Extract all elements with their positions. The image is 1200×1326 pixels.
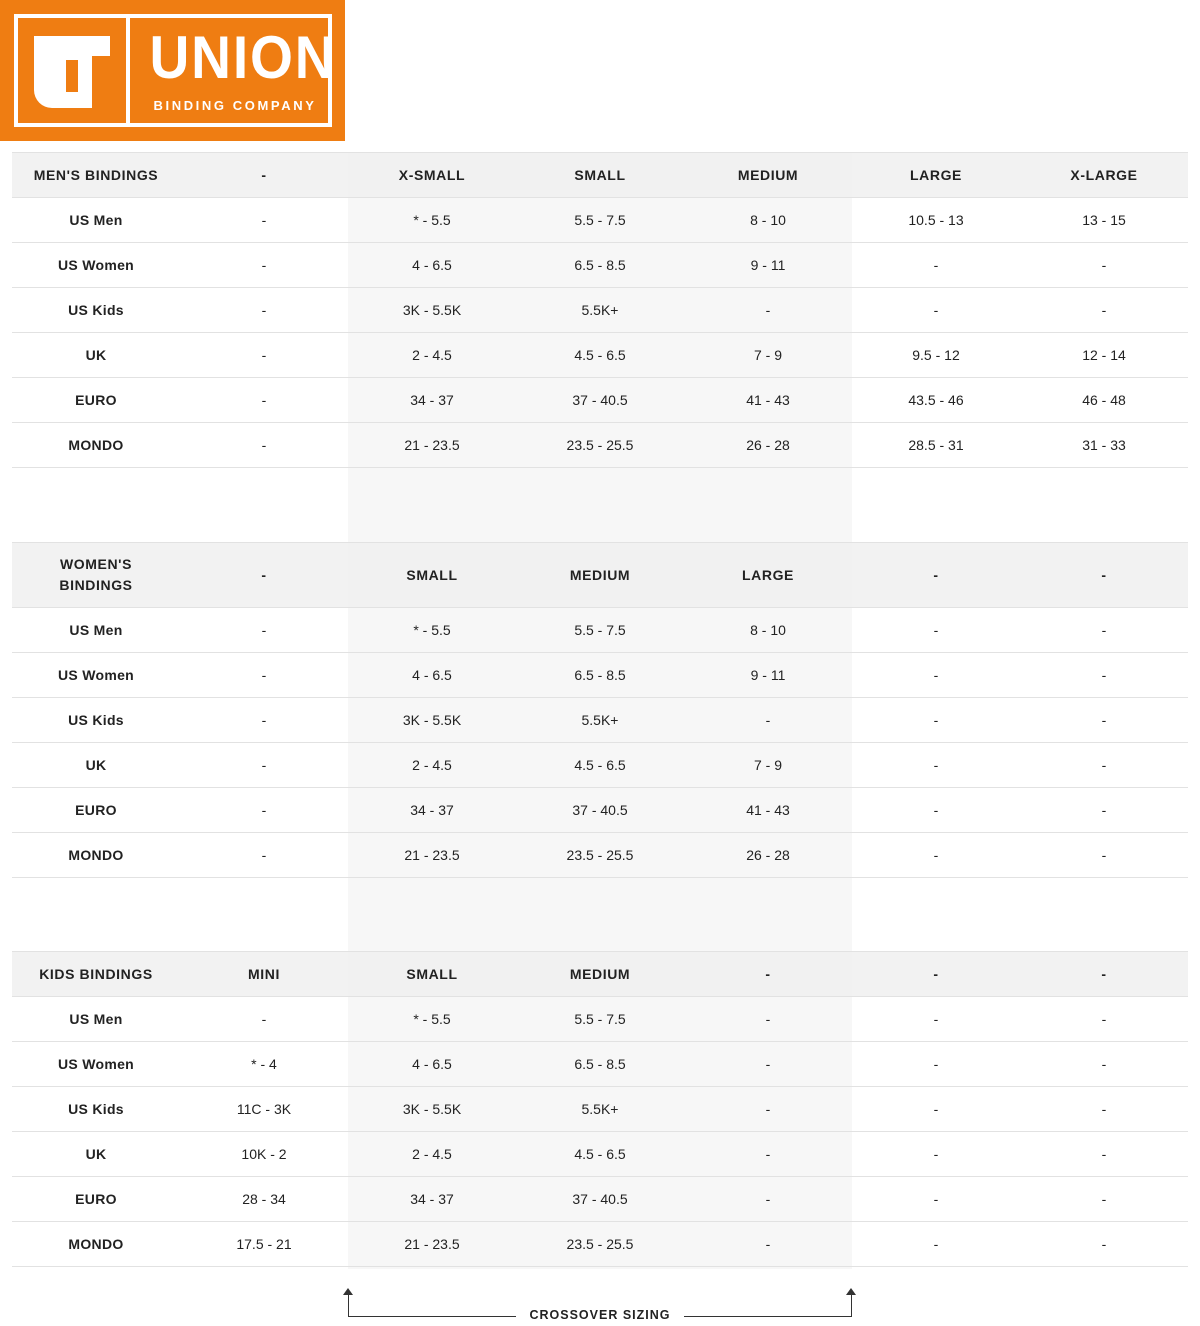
size-cell: - <box>1020 243 1188 288</box>
size-column-header: - <box>180 543 348 608</box>
table-row <box>12 608 1188 653</box>
size-cell: - <box>684 288 852 333</box>
size-cell: - <box>684 997 852 1042</box>
table-row <box>12 653 1188 698</box>
size-cell: - <box>180 423 348 468</box>
size-cell: - <box>180 608 348 653</box>
size-cell: 46 - 48 <box>1020 378 1188 423</box>
size-cell: - <box>180 243 348 288</box>
size-cell: - <box>180 997 348 1042</box>
size-column-header: MINI <box>180 952 348 997</box>
size-cell: - <box>1020 288 1188 333</box>
size-cell: 10K - 2 <box>180 1132 348 1177</box>
row-label: US Women <box>12 243 180 288</box>
table-row <box>12 997 1188 1042</box>
table-row <box>12 1177 1188 1222</box>
size-cell: 23.5 - 25.5 <box>516 1222 684 1267</box>
size-cell: 34 - 37 <box>348 788 516 833</box>
size-cell: * - 4 <box>180 1042 348 1087</box>
size-cell: 5.5K+ <box>516 1087 684 1132</box>
size-cell: 4 - 6.5 <box>348 1042 516 1087</box>
size-column-header: MEDIUM <box>516 543 684 608</box>
row-label: UK <box>12 333 180 378</box>
size-column-header: - <box>684 952 852 997</box>
row-label: US Women <box>12 653 180 698</box>
row-label: MONDO <box>12 833 180 878</box>
size-cell: - <box>1020 1177 1188 1222</box>
size-cell: 28.5 - 31 <box>852 423 1020 468</box>
size-cell: 8 - 10 <box>684 608 852 653</box>
table-row <box>12 833 1188 878</box>
size-cell: 7 - 9 <box>684 333 852 378</box>
size-cell: 5.5K+ <box>516 288 684 333</box>
size-cell: 6.5 - 8.5 <box>516 1042 684 1087</box>
row-label: UK <box>12 1132 180 1177</box>
size-cell: 17.5 - 21 <box>180 1222 348 1267</box>
row-label: US Kids <box>12 698 180 743</box>
size-cell: - <box>1020 698 1188 743</box>
size-cell: - <box>1020 608 1188 653</box>
size-cell: * - 5.5 <box>348 997 516 1042</box>
row-label: US Women <box>12 1042 180 1087</box>
size-column-header: SMALL <box>516 153 684 198</box>
size-cell: - <box>180 333 348 378</box>
size-cell: - <box>1020 833 1188 878</box>
size-cell: - <box>684 698 852 743</box>
size-cell: 21 - 23.5 <box>348 1222 516 1267</box>
crossover-right-arrow-icon <box>846 1288 856 1295</box>
logo-frame <box>14 14 337 127</box>
size-cell: - <box>684 1087 852 1132</box>
size-cell: 4 - 6.5 <box>348 243 516 288</box>
size-cell: - <box>852 743 1020 788</box>
size-cell: - <box>180 378 348 423</box>
union-u-mark-icon <box>30 30 114 114</box>
size-cell: 9.5 - 12 <box>852 333 1020 378</box>
size-column-header: - <box>852 952 1020 997</box>
mens-size-table <box>12 152 1188 468</box>
size-cell: 41 - 43 <box>684 378 852 423</box>
table-title: KIDS BINDINGS <box>12 952 180 997</box>
size-cell: 2 - 4.5 <box>348 333 516 378</box>
size-cell: 4.5 - 6.5 <box>516 333 684 378</box>
row-label: US Men <box>12 608 180 653</box>
size-cell: - <box>684 1222 852 1267</box>
size-cell: 43.5 - 46 <box>852 378 1020 423</box>
size-cell: 4.5 - 6.5 <box>516 1132 684 1177</box>
size-cell: - <box>180 833 348 878</box>
size-cell: 5.5 - 7.5 <box>516 608 684 653</box>
row-label: US Kids <box>12 288 180 333</box>
size-column-header: X-SMALL <box>348 153 516 198</box>
size-cell: 12 - 14 <box>1020 333 1188 378</box>
size-cell: 4.5 - 6.5 <box>516 743 684 788</box>
size-cell: 2 - 4.5 <box>348 743 516 788</box>
size-column-header: MEDIUM <box>684 153 852 198</box>
size-column-header: LARGE <box>684 543 852 608</box>
row-label: US Men <box>12 198 180 243</box>
crossover-left-arrow-icon <box>343 1288 353 1295</box>
size-cell: 7 - 9 <box>684 743 852 788</box>
size-column-header: - <box>1020 543 1188 608</box>
size-cell: - <box>852 608 1020 653</box>
size-cell: - <box>1020 788 1188 833</box>
size-cell: - <box>1020 1042 1188 1087</box>
size-cell: 5.5 - 7.5 <box>516 198 684 243</box>
size-cell: - <box>852 1042 1020 1087</box>
logo-tagline: BINDING COMPANY <box>153 98 317 113</box>
size-cell: - <box>684 1177 852 1222</box>
size-cell: 6.5 - 8.5 <box>516 653 684 698</box>
table-header-row <box>12 153 1188 198</box>
table-row <box>12 1087 1188 1132</box>
union-logo <box>0 0 345 141</box>
logo-divider <box>126 18 130 123</box>
row-label: US Men <box>12 997 180 1042</box>
size-column-header: SMALL <box>348 952 516 997</box>
size-cell: - <box>852 288 1020 333</box>
size-cell: 28 - 34 <box>180 1177 348 1222</box>
size-cell: 26 - 28 <box>684 423 852 468</box>
table-header-row <box>12 952 1188 997</box>
size-cell: - <box>1020 997 1188 1042</box>
row-label: MONDO <box>12 1222 180 1267</box>
size-cell: 37 - 40.5 <box>516 788 684 833</box>
size-column-header: LARGE <box>852 153 1020 198</box>
size-column-header: MEDIUM <box>516 952 684 997</box>
size-cell: 5.5 - 7.5 <box>516 997 684 1042</box>
size-column-header: X-LARGE <box>1020 153 1188 198</box>
size-cell: - <box>852 1222 1020 1267</box>
table-row <box>12 243 1188 288</box>
size-column-header: - <box>1020 952 1188 997</box>
size-cell: 26 - 28 <box>684 833 852 878</box>
table-row <box>12 288 1188 333</box>
row-label: EURO <box>12 788 180 833</box>
crossover-left-rule <box>348 1316 516 1317</box>
womens-size-table <box>12 542 1188 878</box>
table-row <box>12 1132 1188 1177</box>
size-cell: - <box>852 997 1020 1042</box>
size-cell: 5.5K+ <box>516 698 684 743</box>
table-row <box>12 378 1188 423</box>
size-column-header: SMALL <box>348 543 516 608</box>
size-cell: * - 5.5 <box>348 608 516 653</box>
logo-wordmark: UNION <box>149 24 337 91</box>
size-cell: 8 - 10 <box>684 198 852 243</box>
size-cell: 10.5 - 13 <box>852 198 1020 243</box>
table-row <box>12 1222 1188 1267</box>
size-cell: - <box>852 1087 1020 1132</box>
row-label: UK <box>12 743 180 788</box>
size-cell: - <box>852 788 1020 833</box>
size-cell: - <box>1020 1222 1188 1267</box>
table-row <box>12 788 1188 833</box>
size-column-header: - <box>180 153 348 198</box>
crossover-right-rule <box>684 1316 852 1317</box>
size-cell: 3K - 5.5K <box>348 698 516 743</box>
size-cell: - <box>852 243 1020 288</box>
size-cell: 34 - 37 <box>348 378 516 423</box>
size-cell: 41 - 43 <box>684 788 852 833</box>
size-cell: - <box>180 288 348 333</box>
crossover-sizing-indicator <box>0 1286 1200 1326</box>
size-cell: - <box>1020 1087 1188 1132</box>
size-cell: - <box>180 743 348 788</box>
row-label: EURO <box>12 378 180 423</box>
size-cell: - <box>684 1132 852 1177</box>
size-cell: 2 - 4.5 <box>348 1132 516 1177</box>
table-row <box>12 333 1188 378</box>
size-cell: - <box>1020 653 1188 698</box>
size-cell: 21 - 23.5 <box>348 833 516 878</box>
size-cell: 13 - 15 <box>1020 198 1188 243</box>
size-cell: - <box>852 653 1020 698</box>
size-cell: - <box>1020 743 1188 788</box>
kids-size-table <box>12 951 1188 1267</box>
size-cell: * - 5.5 <box>348 198 516 243</box>
size-cell: 23.5 - 25.5 <box>516 833 684 878</box>
table-row <box>12 698 1188 743</box>
table-row <box>12 743 1188 788</box>
size-cell: - <box>180 653 348 698</box>
size-cell: 37 - 40.5 <box>516 378 684 423</box>
size-cell: 11C - 3K <box>180 1087 348 1132</box>
table-title: WOMEN'S BINDINGS <box>12 543 180 608</box>
size-cell: - <box>852 1177 1020 1222</box>
table-row <box>12 423 1188 468</box>
size-cell: - <box>180 198 348 243</box>
size-cell: - <box>684 1042 852 1087</box>
row-label: US Kids <box>12 1087 180 1132</box>
size-cell: - <box>180 788 348 833</box>
size-cell: 3K - 5.5K <box>348 288 516 333</box>
size-cell: 21 - 23.5 <box>348 423 516 468</box>
size-cell: - <box>852 833 1020 878</box>
table-row <box>12 1042 1188 1087</box>
crossover-left-stem <box>348 1292 349 1316</box>
size-cell: 9 - 11 <box>684 653 852 698</box>
size-cell: 6.5 - 8.5 <box>516 243 684 288</box>
crossover-right-stem <box>851 1292 852 1316</box>
size-cell: - <box>1020 1132 1188 1177</box>
table-row <box>12 198 1188 243</box>
size-cell: 3K - 5.5K <box>348 1087 516 1132</box>
table-header-row <box>12 543 1188 608</box>
size-cell: 4 - 6.5 <box>348 653 516 698</box>
size-cell: 37 - 40.5 <box>516 1177 684 1222</box>
size-cell: 9 - 11 <box>684 243 852 288</box>
row-label: EURO <box>12 1177 180 1222</box>
row-label: MONDO <box>12 423 180 468</box>
crossover-sizing-label: CROSSOVER SIZING <box>529 1308 671 1322</box>
size-column-header: - <box>852 543 1020 608</box>
size-cell: - <box>852 698 1020 743</box>
size-cell: 34 - 37 <box>348 1177 516 1222</box>
table-title: MEN'S BINDINGS <box>12 153 180 198</box>
size-cell: - <box>852 1132 1020 1177</box>
size-cell: 23.5 - 25.5 <box>516 423 684 468</box>
size-cell: - <box>180 698 348 743</box>
size-cell: 31 - 33 <box>1020 423 1188 468</box>
